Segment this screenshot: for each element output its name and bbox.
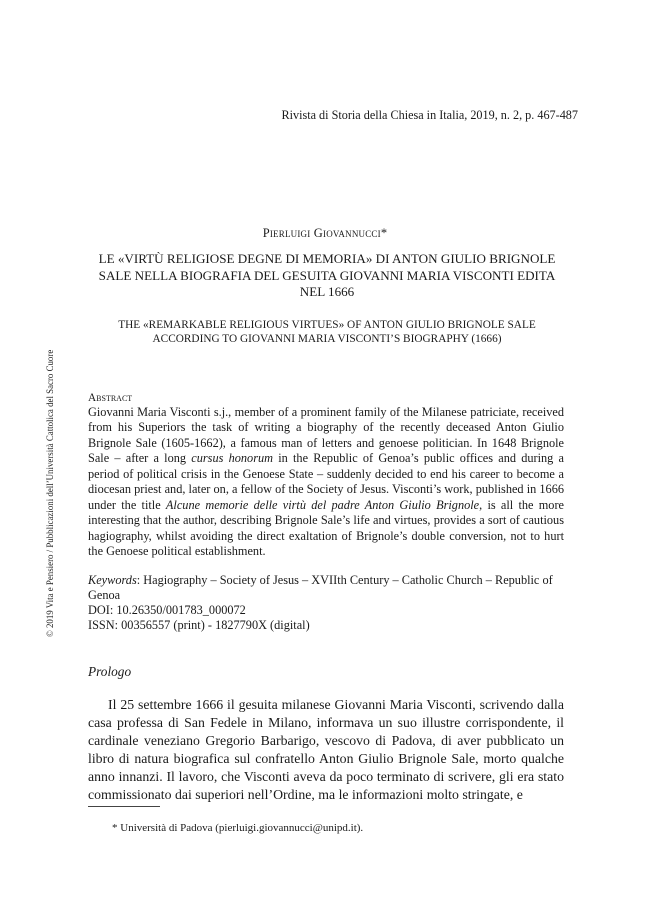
article-title-english: THE «REMARKABLE RELIGIOUS VIRTUES» OF ANTON GIULIO BRIGNOLE SALE ACCORDING TO GIOVANNI MARIA VISCONTI’S BIOGRAPHY (1666)	[118, 319, 536, 346]
abstract-text-part: , is all the more interesting that the author, describing Brignole Sale’s life and virtues, provides a sort of cautious hagiography, whilst avoiding the direct exaltation of Brignole’s double conversion, not to hurt the Genoese political establishment.	[88, 497, 565, 559]
abstract-text	[88, 405, 564, 560]
section-title: Prologo	[88, 664, 132, 679]
body-paragraph	[88, 696, 564, 805]
keywords-text: : Hagiography – Society of Jesus – XVIIth Century – Catholic Church – Republic of Genoa	[88, 573, 553, 603]
article-title-italian: LE «VIRTÙ RELIGIOSE DEGNE DI MEMORIA» DI ANTON GIULIO BRIGNOLE SALE NELLA BIOGRAFIA DEL GESUITA GIOVANNI MARIA VISCONTI EDITA NEL 1666	[98, 251, 556, 300]
body-text: Il 25 settembre 1666 il gesuita milanese Giovanni Maria Visconti, scrivendo dalla casa professa di San Fedele in Milano, informava un suo illustre corrispondente, il cardinale veneziano Gregorio Barbarigo, vescovo di Padova, di aver pubblicato un libro di natura biografica sul confratello Anton Giulio Brignole Sale, morto qualche anno innanzi. Il lavoro, che Visconti aveva da poco terminato di scrivere, gli era stato commissionato dai superiori nell’Ordine, ma le informazioni molto stringate, e	[88, 697, 564, 803]
doi: DOI: 10.26350/001783_000072	[88, 603, 246, 617]
keywords	[88, 573, 564, 604]
copyright-notice: © 2019 Vita e Pensiero / Pubblicazioni dell’Università Cattolica del Sacro Cuore	[45, 349, 55, 637]
footnote: * Università di Padova (pierluigi.giovannucci@unipd.it).	[112, 822, 364, 834]
abstract-text-part: Giovanni Maria Visconti s.j., member of a prominent family of the Milanese patriciate, received from his Superiors the task of writing a biography of the recently deceased Anton Giulio Brignole Sale (1605-1662), a famous man of letters and genoese politician. In 1648 Brignole Sale – after a long	[88, 405, 564, 466]
issn: ISSN: 00356557 (print) - 1827790X (digital)	[88, 618, 310, 632]
journal-citation: Rivista di Storia della Chiesa in Italia, 2019, n. 2, p. 467-487	[281, 108, 578, 122]
abstract-text-part: in the Republic of Genoa’s public offices and during a period of political crisis in the Genoese State – suddenly decided to end his career to become a diocesan priest and, later on, a fellow of the Society of Jesus. Visconti’s work, published in 1666 under the title	[88, 451, 565, 512]
footnote-separator	[88, 806, 160, 807]
abstract-italic-title: Alcune memorie delle virtù del padre Anton Giulio Brignole	[165, 497, 480, 512]
abstract-heading: Abstract	[88, 392, 133, 404]
author-name: Pierluigi Giovannucci*	[262, 226, 388, 240]
keywords-label: Keywords	[88, 573, 137, 587]
abstract-italic-term: cursus honorum	[191, 451, 274, 466]
